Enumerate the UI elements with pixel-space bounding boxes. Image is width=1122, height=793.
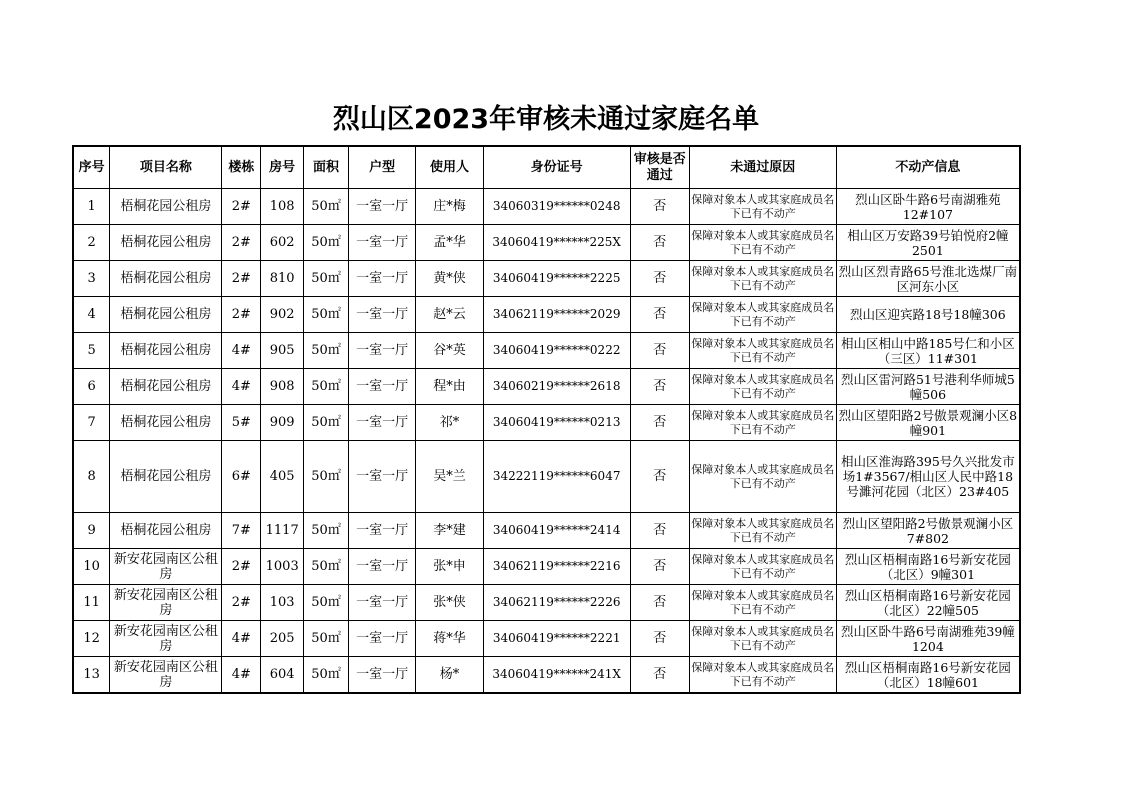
- cell-passed: 否: [630, 261, 689, 297]
- cell-property: 相山区相山中路185号仁和小区（三区）11#301: [836, 333, 1020, 369]
- table-row: [73, 549, 1020, 585]
- cell-reason: 保障对象本人或其家庭成员名下已有不动产: [689, 297, 836, 333]
- cell-user: 庄*梅: [416, 189, 483, 225]
- cell-user: 孟*华: [416, 225, 483, 261]
- cell-project: 梧桐花园公租房: [110, 225, 222, 261]
- cell-user: 杨*: [416, 657, 483, 694]
- table-row: [73, 189, 1020, 225]
- cell-layout: 一室一厅: [349, 297, 416, 333]
- cell-passed: 否: [630, 585, 689, 621]
- table-body: [73, 189, 1020, 694]
- cell-room: 905: [261, 333, 304, 369]
- header-room: 房号: [261, 146, 304, 189]
- cell-building: 2#: [222, 549, 261, 585]
- cell-room: 1003: [261, 549, 304, 585]
- cell-building: 4#: [222, 333, 261, 369]
- cell-no: 7: [73, 405, 110, 441]
- cell-reason: 保障对象本人或其家庭成员名下已有不动产: [689, 261, 836, 297]
- cell-project: 梧桐花园公租房: [110, 297, 222, 333]
- cell-area: 50㎡: [304, 585, 349, 621]
- cell-user: 张*申: [416, 549, 483, 585]
- cell-reason: 保障对象本人或其家庭成员名下已有不动产: [689, 441, 836, 513]
- cell-layout: 一室一厅: [349, 585, 416, 621]
- cell-layout: 一室一厅: [349, 333, 416, 369]
- cell-no: 8: [73, 441, 110, 513]
- cell-user: 祁*: [416, 405, 483, 441]
- cell-reason: 保障对象本人或其家庭成员名下已有不动产: [689, 621, 836, 657]
- cell-id-number: 34062119******2029: [483, 297, 630, 333]
- cell-area: 50㎡: [304, 225, 349, 261]
- cell-id-number: 34060419******0222: [483, 333, 630, 369]
- cell-no: 4: [73, 297, 110, 333]
- cell-room: 902: [261, 297, 304, 333]
- cell-property: 烈山区望阳路2号傲景观澜小区8幢901: [836, 405, 1020, 441]
- cell-room: 604: [261, 657, 304, 694]
- cell-reason: 保障对象本人或其家庭成员名下已有不动产: [689, 405, 836, 441]
- cell-no: 5: [73, 333, 110, 369]
- cell-project: 梧桐花园公租房: [110, 405, 222, 441]
- cell-reason: 保障对象本人或其家庭成员名下已有不动产: [689, 189, 836, 225]
- cell-property: 烈山区雷河路51号港利华师城5幢506: [836, 369, 1020, 405]
- cell-passed: 否: [630, 333, 689, 369]
- cell-project: 梧桐花园公租房: [110, 441, 222, 513]
- cell-reason: 保障对象本人或其家庭成员名下已有不动产: [689, 513, 836, 549]
- cell-room: 908: [261, 369, 304, 405]
- cell-project: 新安花园南区公租房: [110, 657, 222, 694]
- table-row: [73, 405, 1020, 441]
- cell-room: 810: [261, 261, 304, 297]
- cell-no: 13: [73, 657, 110, 694]
- table-row: [73, 225, 1020, 261]
- cell-property: 烈山区梧桐南路16号新安花园（北区）18幢601: [836, 657, 1020, 694]
- cell-layout: 一室一厅: [349, 441, 416, 513]
- cell-passed: 否: [630, 441, 689, 513]
- cell-no: 6: [73, 369, 110, 405]
- cell-room: 1117: [261, 513, 304, 549]
- cell-no: 1: [73, 189, 110, 225]
- cell-passed: 否: [630, 369, 689, 405]
- cell-area: 50㎡: [304, 405, 349, 441]
- cell-area: 50㎡: [304, 441, 349, 513]
- cell-property: 烈山区望阳路2号傲景观澜小区7#802: [836, 513, 1020, 549]
- cell-id-number: 34062119******2226: [483, 585, 630, 621]
- header-area: 面积: [304, 146, 349, 189]
- cell-reason: 保障对象本人或其家庭成员名下已有不动产: [689, 369, 836, 405]
- cell-passed: 否: [630, 225, 689, 261]
- header-no: 序号: [73, 146, 110, 189]
- cell-user: 吴*兰: [416, 441, 483, 513]
- table-row: [73, 333, 1020, 369]
- cell-area: 50㎡: [304, 549, 349, 585]
- cell-building: 2#: [222, 261, 261, 297]
- cell-reason: 保障对象本人或其家庭成员名下已有不动产: [689, 225, 836, 261]
- table-row: [73, 369, 1020, 405]
- cell-area: 50㎡: [304, 297, 349, 333]
- cell-layout: 一室一厅: [349, 405, 416, 441]
- header-reason: 未通过原因: [689, 146, 836, 189]
- cell-no: 9: [73, 513, 110, 549]
- cell-room: 205: [261, 621, 304, 657]
- failed-households-table: [72, 145, 1021, 694]
- cell-building: 4#: [222, 621, 261, 657]
- cell-passed: 否: [630, 513, 689, 549]
- cell-property: 烈山区卧牛路6号南湖雅苑39幢1204: [836, 621, 1020, 657]
- cell-layout: 一室一厅: [349, 621, 416, 657]
- table-row: [73, 441, 1020, 513]
- cell-id-number: 34222119******6047: [483, 441, 630, 513]
- cell-property: 烈山区梧桐南路16号新安花园（北区）9幢301: [836, 549, 1020, 585]
- cell-id-number: 34060419******2221: [483, 621, 630, 657]
- header-layout: 户型: [349, 146, 416, 189]
- cell-project: 新安花园南区公租房: [110, 549, 222, 585]
- cell-user: 黄*侠: [416, 261, 483, 297]
- cell-passed: 否: [630, 189, 689, 225]
- cell-project: 梧桐花园公租房: [110, 369, 222, 405]
- cell-building: 7#: [222, 513, 261, 549]
- cell-reason: 保障对象本人或其家庭成员名下已有不动产: [689, 549, 836, 585]
- cell-area: 50㎡: [304, 657, 349, 694]
- cell-layout: 一室一厅: [349, 225, 416, 261]
- cell-project: 梧桐花园公租房: [110, 513, 222, 549]
- cell-reason: 保障对象本人或其家庭成员名下已有不动产: [689, 585, 836, 621]
- cell-property: 烈山区梧桐南路16号新安花园（北区）22幢505: [836, 585, 1020, 621]
- cell-no: 2: [73, 225, 110, 261]
- cell-no: 11: [73, 585, 110, 621]
- cell-no: 12: [73, 621, 110, 657]
- cell-building: 6#: [222, 441, 261, 513]
- cell-area: 50㎡: [304, 261, 349, 297]
- header-project: 项目名称: [110, 146, 222, 189]
- cell-project: 新安花园南区公租房: [110, 621, 222, 657]
- cell-room: 405: [261, 441, 304, 513]
- cell-passed: 否: [630, 657, 689, 694]
- cell-id-number: 34060219******2618: [483, 369, 630, 405]
- cell-project: 梧桐花园公租房: [110, 261, 222, 297]
- cell-passed: 否: [630, 549, 689, 585]
- cell-id-number: 34060419******225X: [483, 225, 630, 261]
- cell-room: 602: [261, 225, 304, 261]
- cell-user: 谷*英: [416, 333, 483, 369]
- cell-id-number: 34060319******0248: [483, 189, 630, 225]
- page-title: 烈山区2023年审核未通过家庭名单: [332, 104, 760, 135]
- table-row: [73, 621, 1020, 657]
- cell-layout: 一室一厅: [349, 189, 416, 225]
- cell-area: 50㎡: [304, 513, 349, 549]
- header-building: 楼栋: [222, 146, 261, 189]
- cell-no: 10: [73, 549, 110, 585]
- cell-id-number: 34060419******2225: [483, 261, 630, 297]
- table-row: [73, 297, 1020, 333]
- cell-user: 张*侠: [416, 585, 483, 621]
- cell-layout: 一室一厅: [349, 549, 416, 585]
- cell-id-number: 34062119******2216: [483, 549, 630, 585]
- cell-project: 新安花园南区公租房: [110, 585, 222, 621]
- cell-building: 4#: [222, 369, 261, 405]
- cell-user: 蒋*华: [416, 621, 483, 657]
- cell-area: 50㎡: [304, 333, 349, 369]
- cell-user: 程*由: [416, 369, 483, 405]
- cell-id-number: 34060419******0213: [483, 405, 630, 441]
- cell-property: 烈山区卧牛路6号南湖雅苑12#107: [836, 189, 1020, 225]
- cell-property: 相山区淮海路395号久兴批发市场1#3567/相山区人民中路18号濉河花园（北区）23#405: [836, 441, 1020, 513]
- table-row: [73, 585, 1020, 621]
- header-passed: 审核是否通过: [630, 146, 689, 189]
- header-id: 身份证号: [483, 146, 630, 189]
- cell-layout: 一室一厅: [349, 513, 416, 549]
- header-user: 使用人: [416, 146, 483, 189]
- cell-building: 2#: [222, 297, 261, 333]
- cell-building: 4#: [222, 657, 261, 694]
- table-row: [73, 513, 1020, 549]
- cell-passed: 否: [630, 297, 689, 333]
- cell-room: 108: [261, 189, 304, 225]
- cell-building: 2#: [222, 189, 261, 225]
- cell-property: 烈山区烈青路65号淮北选煤厂南区河东小区: [836, 261, 1020, 297]
- cell-area: 50㎡: [304, 369, 349, 405]
- cell-property: 相山区万安路39号铂悦府2幢2501: [836, 225, 1020, 261]
- cell-building: 2#: [222, 585, 261, 621]
- cell-no: 3: [73, 261, 110, 297]
- cell-layout: 一室一厅: [349, 657, 416, 694]
- table-header-row: [73, 146, 1020, 189]
- cell-project: 梧桐花园公租房: [110, 189, 222, 225]
- cell-area: 50㎡: [304, 189, 349, 225]
- cell-room: 909: [261, 405, 304, 441]
- cell-building: 5#: [222, 405, 261, 441]
- table-row: [73, 657, 1020, 694]
- cell-id-number: 34060419******2414: [483, 513, 630, 549]
- header-property: 不动产信息: [836, 146, 1020, 189]
- table-row: [73, 261, 1020, 297]
- cell-area: 50㎡: [304, 621, 349, 657]
- cell-room: 103: [261, 585, 304, 621]
- cell-reason: 保障对象本人或其家庭成员名下已有不动产: [689, 657, 836, 694]
- cell-building: 2#: [222, 225, 261, 261]
- cell-layout: 一室一厅: [349, 261, 416, 297]
- cell-id-number: 34060419******241X: [483, 657, 630, 694]
- cell-layout: 一室一厅: [349, 369, 416, 405]
- cell-passed: 否: [630, 621, 689, 657]
- cell-user: 赵*云: [416, 297, 483, 333]
- cell-passed: 否: [630, 405, 689, 441]
- cell-property: 烈山区迎宾路18号18幢306: [836, 297, 1020, 333]
- cell-reason: 保障对象本人或其家庭成员名下已有不动产: [689, 333, 836, 369]
- cell-user: 李*建: [416, 513, 483, 549]
- cell-project: 梧桐花园公租房: [110, 333, 222, 369]
